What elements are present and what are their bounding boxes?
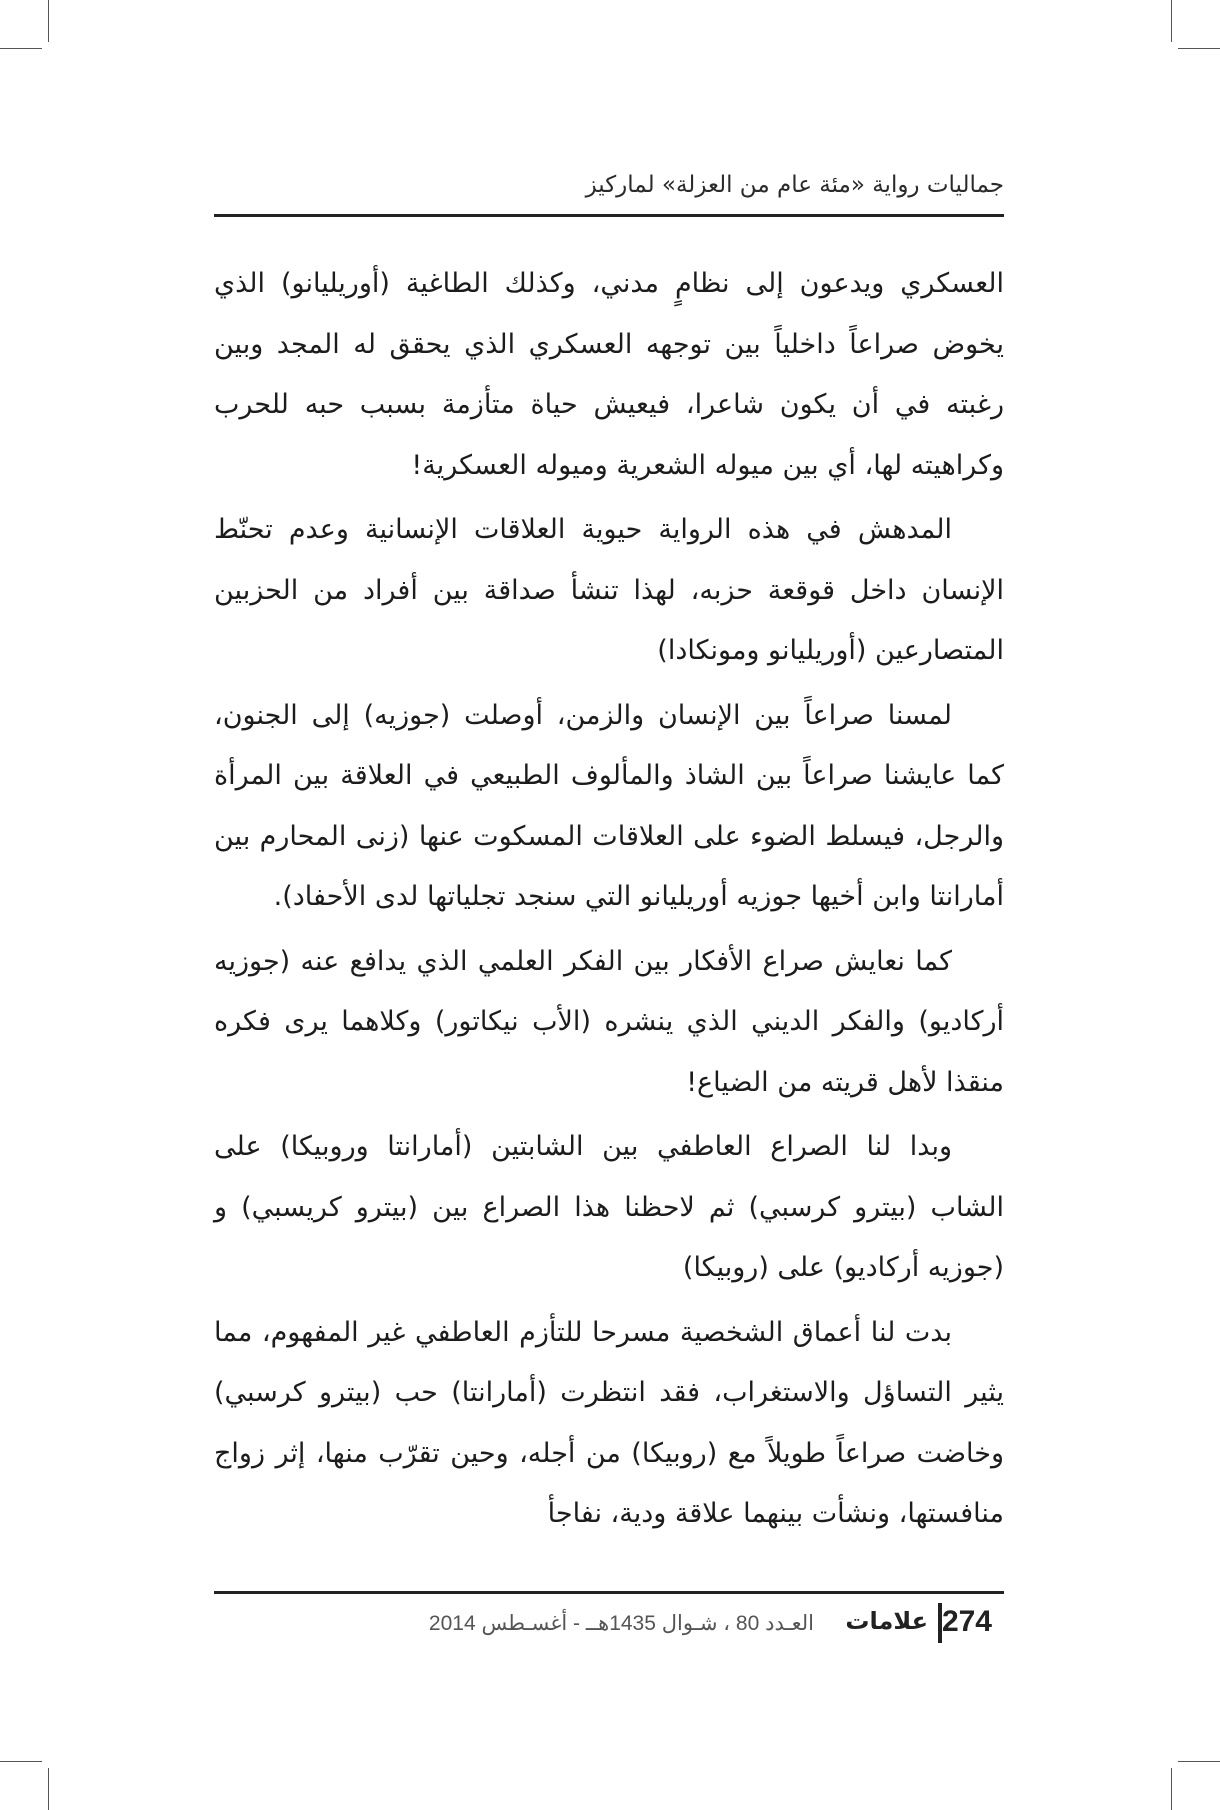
footer-divider xyxy=(214,1591,1004,1594)
journal-logo: علامات xyxy=(845,1607,928,1635)
issue-info: العـدد 80 ، شـوال 1435هــ - أغسـطس 2014 xyxy=(428,1612,814,1635)
paragraph: وبدا لنا الصراع العاطفي بين الشابتين (أمارانتا وروبيكا) على الشاب (بيترو كرسبي) ثم لاحظنا هذا الصراع بين (بيترو كريسبي) و (جوزيه أركاديو) على (روبيكا) xyxy=(214,1131,1004,1283)
article-body xyxy=(214,254,1004,1549)
page-footer xyxy=(214,1603,1004,1653)
paragraph: كما نعايش صراع الأفكار بين الفكر العلمي الذي يدافع عنه (جوزيه أركاديو) والفكر الديني الذي ينشره (الأب نيكاتور) وكلاهما يرى فكره منقذا لأهل قريته من الضياع! xyxy=(214,945,1004,1098)
crop-mark xyxy=(48,1768,49,1810)
page-number: 274 xyxy=(941,1605,992,1638)
header-divider xyxy=(214,214,1004,217)
footer-separator xyxy=(938,1603,942,1643)
paragraph: المدهش في هذه الرواية حيوية العلاقات الإنسانية وعدم تحنّط الإنسان داخل قوقعة حزبه، لهذا تنشأ صداقة بين أفراد من الحزبين المتصارعين (أوريليانو ومونكادا) xyxy=(214,514,1004,666)
crop-mark xyxy=(1171,1768,1172,1810)
crop-mark xyxy=(1178,48,1220,49)
running-header-title: جماليات رواية «مئة عام من العزلة» لماركيز xyxy=(585,172,1004,198)
running-header xyxy=(214,170,1004,214)
crop-mark xyxy=(0,48,42,49)
crop-mark xyxy=(48,0,49,42)
paragraph: العسكري ويدعون إلى نظامٍ مدني، وكذلك الطاغية (أوريليانو) الذي يخوض صراعاً داخلياً بين توجهه العسكري الذي يحقق له المجد وبين رغبته في أن يكون شاعرا، فيعيش حياة متأزمة بسبب حبه للحرب وكراهيته لها، أي بين ميوله الشعرية وميوله العسكرية! xyxy=(214,268,1004,481)
paragraph: لمسنا صراعاً بين الإنسان والزمن، أوصلت (جوزيه) إلى الجنون، كما عايشنا صراعاً بين الشاذ والمألوف الطبيعي في العلاقة بين المرأة والرجل، فيسلط الضوء على العلاقات المسكوت عنها (زنى المحارم بين أمارانتا وابن أخيها جوزيه أوريليانو التي سنجد تجلياتها لدى الأحفاد). xyxy=(214,699,1004,912)
paragraph: بدت لنا أعماق الشخصية مسرحا للتأزم العاطفي غير المفهوم، مما يثير التساؤل والاستغراب، فقد انتظرت (أمارانتا) حب (بيترو كرسبي) وخاضت صراعاً طويلاً مع (روبيكا) من أجله، وحين تقرّب منها، إثر زواج منافستها، ونشأت بينهما علاقة ودية، نفاجأ xyxy=(214,1316,1004,1529)
crop-mark xyxy=(1171,0,1172,42)
crop-mark xyxy=(0,1761,42,1762)
crop-mark xyxy=(1178,1761,1220,1762)
